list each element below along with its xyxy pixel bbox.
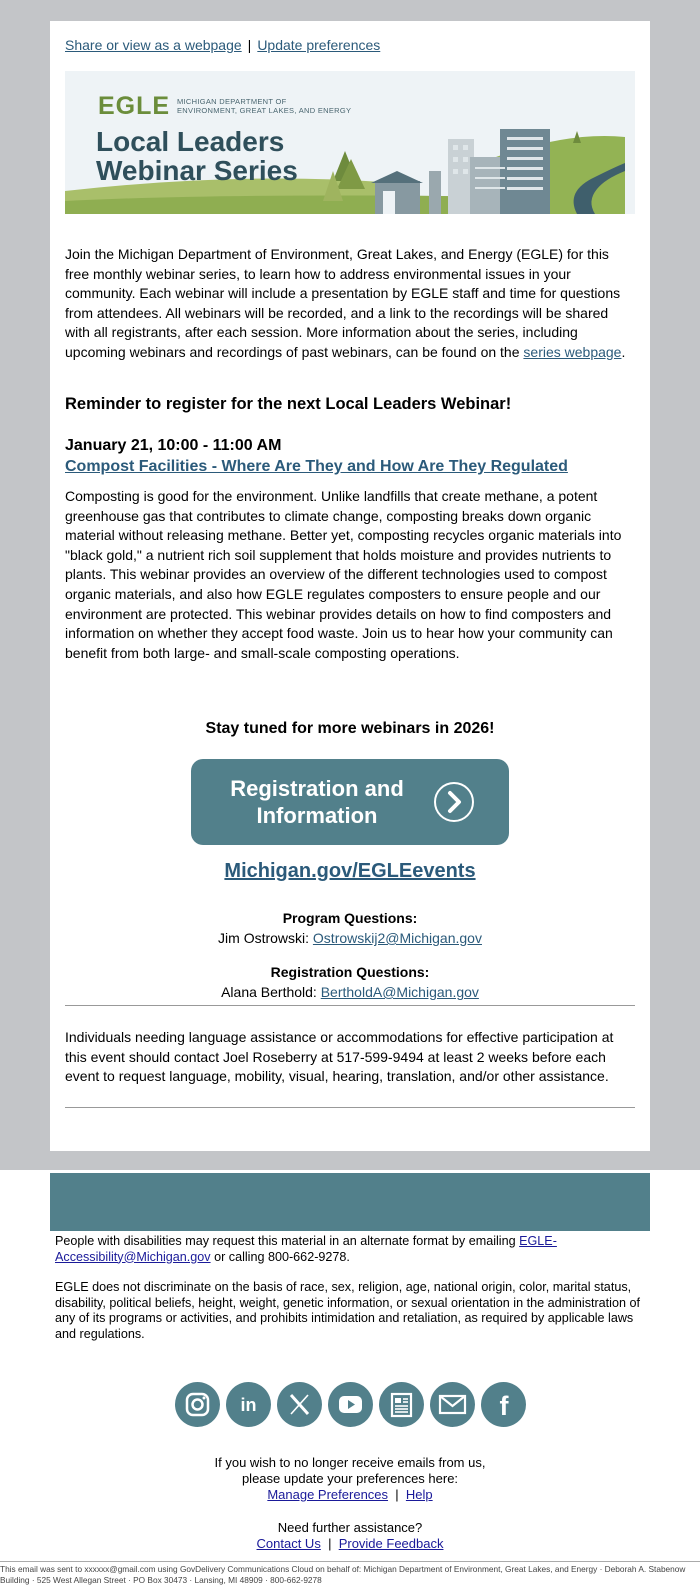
registration-button-label xyxy=(211,775,423,829)
social-icons xyxy=(175,1382,527,1428)
preferences-links xyxy=(0,1487,700,1503)
registration-button-line-1: Registration and xyxy=(230,776,404,801)
registration-contact-name: Alana Berthold: xyxy=(221,984,321,1000)
webinar-banner xyxy=(65,71,635,214)
registration-questions-title: Registration Questions: xyxy=(270,964,430,980)
link-separator: | xyxy=(328,1536,332,1551)
program-contact-email[interactable]: Ostrowskij2@Michigan.gov xyxy=(312,930,482,946)
footer-teal-bar xyxy=(50,1173,650,1231)
assistance-heading: Need further assistance? xyxy=(277,1520,423,1535)
alt-format-post: or calling 800-662-9278. xyxy=(210,1249,350,1264)
agency-line-2: ENVIRONMENT, GREAT LAKES, AND ENERGY xyxy=(177,106,352,115)
provide-feedback-link[interactable]: Provide Feedback xyxy=(338,1536,444,1551)
webinar-date: January 21, 10:00 - 11:00 AM xyxy=(65,437,282,454)
banner-title-line-2: Webinar Series xyxy=(96,155,298,186)
chevron-right-icon xyxy=(434,782,474,822)
stay-tuned-heading: Stay tuned for more webinars in 2026! xyxy=(205,720,495,737)
email-card xyxy=(50,21,650,1151)
assistance-links xyxy=(0,1536,700,1552)
header-links xyxy=(65,37,635,53)
egle-events-link[interactable]: Michigan.gov/EGLEevents xyxy=(224,860,476,882)
program-contact xyxy=(65,930,635,946)
agency-name xyxy=(177,97,351,115)
unsubscribe-text xyxy=(0,1455,700,1503)
banner-title-line-1: Local Leaders xyxy=(96,126,285,157)
alternate-format-notice xyxy=(55,1234,647,1265)
linkedin-icon[interactable] xyxy=(226,1382,271,1427)
link-separator: | xyxy=(395,1487,399,1502)
registration-contact xyxy=(65,984,635,1000)
registration-button[interactable] xyxy=(191,759,509,845)
reminder-heading: Reminder to register for the next Local Leaders Webinar! xyxy=(65,395,512,413)
svg-text:f: f xyxy=(499,1391,509,1421)
newsletter-icon[interactable] xyxy=(379,1382,424,1427)
nondiscrimination-notice: EGLE does not discriminate on the basis of race, sex, religion, age, national origin, color, marital status, disability, political beliefs, height, weight, genetic information, or sexual orientation in the administration of any of its programs or activities, and prohibits intimidation and retaliation, as required by applicable laws and regulations. xyxy=(55,1280,640,1341)
svg-text:in: in xyxy=(240,1395,257,1415)
webinar-title-link-wrap xyxy=(65,458,635,476)
events-link-wrap xyxy=(65,860,635,883)
share-webpage-link[interactable]: Share or view as a webpage xyxy=(65,37,242,53)
accessibility-paragraph: Individuals needing language assistance or accommodations for effective participation at this event should contact Joel Roseberry at 517-599-9494 at least 2 weeks before each event to request language, mobility, visual, hearing, translation, and/or other assistance. xyxy=(65,1029,614,1085)
series-webpage-link[interactable]: series webpage xyxy=(523,343,622,360)
email-icon[interactable] xyxy=(430,1382,475,1427)
program-questions-title: Program Questions: xyxy=(282,910,418,926)
unsubscribe-line-1: If you wish to no longer receive emails from us, xyxy=(214,1455,486,1470)
unsubscribe-line-2: please update your preferences here: xyxy=(241,1471,459,1486)
divider xyxy=(65,1107,635,1108)
x-icon[interactable] xyxy=(277,1382,322,1427)
program-contact-name: Jim Ostrowski: xyxy=(218,930,313,946)
egle-logo: EGLE xyxy=(98,92,171,120)
intro-end: . xyxy=(621,343,626,360)
registration-contact-email[interactable]: BertholdA@Michigan.gov xyxy=(320,984,479,1000)
agency-line-1: MICHIGAN DEPARTMENT OF xyxy=(177,97,287,106)
intro-paragraph xyxy=(65,245,635,363)
update-preferences-link[interactable]: Update preferences xyxy=(257,37,381,53)
registration-button-line-2: Information xyxy=(256,803,378,828)
header-separator: | xyxy=(247,37,252,53)
accessibility-email-link[interactable]: EGLE-Accessibility@Michigan.gov xyxy=(55,1234,557,1264)
instagram-icon[interactable] xyxy=(175,1382,220,1427)
contact-us-link[interactable]: Contact Us xyxy=(256,1536,321,1551)
youtube-icon[interactable] xyxy=(328,1382,373,1427)
fine-print: This email was sent to xxxxxx@gmail.com using GovDelivery Communications Cloud on behalf of: Michigan Department of Environment, Great Lakes, and Energy · Deborah A. Stabenow Building · 525 West Allegan Street · PO Box 30473 · Lansing, MI 48909 · 800-662-9278 xyxy=(0,1561,700,1586)
banner-title xyxy=(96,127,298,185)
assistance-text xyxy=(0,1520,700,1552)
webinar-description: Composting is good for the environment. Unlike landfills that create methane, a potent greenhouse gas that contributes to climate change, composting breaks down organic material without releasing methane. Better yet, composting recycles organic materials into "black gold," a nutrient rich soil supplement that holds moisture and provides nutrients to plants. This webinar provides an overview of the different technologies used to compost organic materials, and also how EGLE regulates composters to ensure people and our environment are protected. This webinar provides details on how to find composters and information on whether they accept food waste. Join us to hear how your community can benefit from both large- and small-scale composting operations. xyxy=(65,488,622,661)
facebook-icon[interactable] xyxy=(481,1382,526,1427)
help-link[interactable]: Help xyxy=(405,1487,433,1502)
alt-format-pre: People with disabilities may request this material in an alternate format by emailing xyxy=(55,1234,520,1248)
manage-preferences-link[interactable]: Manage Preferences xyxy=(267,1487,389,1502)
intro-text: Join the Michigan Department of Environment, Great Lakes, and Energy (EGLE) for this free monthly webinar series, to learn how to address environmental issues in your community. Each webinar will include a presentation by EGLE staff and time for questions from attendees. All webinars will be recorded, and a link to the recordings will be shared with all registrants, after each session. More information about the series, including upcoming webinars and recordings of past webinars, can be found on the xyxy=(65,246,621,360)
divider xyxy=(65,1005,635,1006)
webinar-title-link[interactable]: Compost Facilities - Where Are They and How Are They Regulated xyxy=(65,458,568,475)
